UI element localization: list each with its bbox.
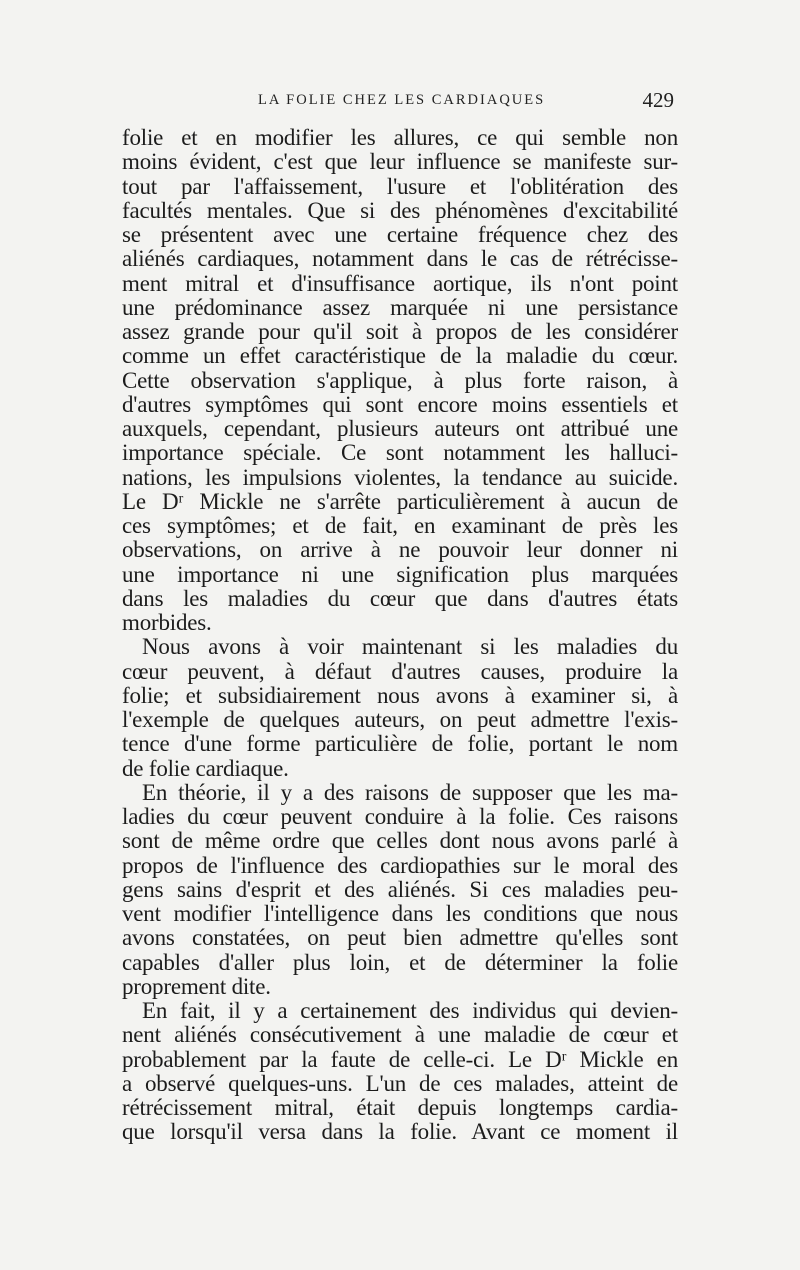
text-line: sont de même ordre que celles dont nous avons parlé à <box>122 828 678 854</box>
text-line: ladies du cœur peuvent conduire à la folie. Ces raisons <box>122 804 678 829</box>
text-line: comme un effet caractéristique de la maladie du cœur. <box>122 343 678 369</box>
text-line: d'autres symptômes qui sont encore moins essentiels et <box>122 391 678 417</box>
text-line: aliénés cardiaques, notamment dans le cas de rétrécisse- <box>122 246 678 272</box>
text-line: Nous avons à voir maintenant si les maladies du <box>142 634 678 660</box>
page-number: 429 <box>642 88 674 112</box>
text-line: se présentent avec une certaine fréquence chez des <box>122 222 678 247</box>
running-title: LA FOLIE CHEZ LES CARDIAQUES <box>258 92 546 108</box>
text-line: nations, les impulsions violentes, la tendance au suicide. <box>122 464 678 490</box>
text-line: avons constatées, on peut bien admettre qu'elles sont <box>122 925 678 951</box>
text-line: observations, on arrive à ne pouvoir leur donner ni <box>122 537 678 563</box>
text-line: folie; et subsidiairement nous avons à examiner si, à <box>122 682 678 708</box>
text-line: Le Dʳ Mickle ne s'arrête particulièrement à aucun de <box>122 488 678 514</box>
body-text <box>122 126 678 1145</box>
text-line: En théorie, il y a des raisons de supposer que les ma- <box>142 779 678 805</box>
text-line: l'exemple de quelques auteurs, on peut admettre l'exis- <box>122 707 678 732</box>
text-line: une importance ni une signification plus marquées <box>122 561 678 587</box>
text-line: dans les maladies du cœur que dans d'autres états <box>122 585 678 611</box>
text-line: ment mitral et d'insuffisance aortique, ils n'ont point <box>122 270 678 296</box>
text-line: de folie cardiaque. <box>122 755 289 781</box>
text-line: auxquels, cependant, plusieurs auteurs ont attribué une <box>122 416 678 441</box>
text-line: rétrécissement mitral, était depuis longtemps cardia- <box>122 1095 678 1120</box>
text-line: tout par l'affaissement, l'usure et l'oblitération des <box>122 173 678 199</box>
text-line: nent aliénés consécutivement à une maladie de cœur et <box>122 1022 678 1048</box>
text-line: vent modifier l'intelligence dans les conditions que nous <box>122 901 678 926</box>
text-line: En fait, il y a certainement des individus qui devien- <box>142 998 678 1023</box>
text-line: une prédominance assez marquée ni une persistance <box>122 294 678 320</box>
text-line: tence d'une forme particulière de folie, portant le nom <box>122 731 678 757</box>
text-line: facultés mentales. Que si des phénomènes d'excitabilité <box>122 197 678 223</box>
text-line: folie et en modifier les allures, ce qui semble non <box>122 125 678 150</box>
text-line: ces symptômes; et de fait, en examinant de près les <box>122 513 678 538</box>
text-line: que lorsqu'il versa dans la folie. Avant ce moment il <box>122 1119 678 1145</box>
text-line: moins évident, c'est que leur influence se manifeste sur- <box>122 149 678 175</box>
text-line: probablement par la faute de celle-ci. Le Dʳ Mickle en <box>122 1046 678 1072</box>
page-header <box>122 88 680 118</box>
text-line: morbides. <box>122 610 212 635</box>
text-line: assez grande pour qu'il soit à propos de les considérer <box>122 319 678 344</box>
text-line: capables d'aller plus loin, et de déterminer la folie <box>122 949 678 975</box>
text-line: a observé quelques-uns. L'un de ces malades, atteint de <box>122 1070 678 1096</box>
text-line: propos de l'influence des cardiopathies sur le moral des <box>122 852 678 878</box>
text-line: Cette observation s'applique, à plus forte raison, à <box>122 367 678 393</box>
text-line: gens sains d'esprit et des aliénés. Si ces maladies peu- <box>122 876 678 902</box>
text-line: cœur peuvent, à défaut d'autres causes, produire la <box>122 658 678 684</box>
text-line: proprement dite. <box>122 973 271 999</box>
text-line: importance spéciale. Ce sont notamment les halluci- <box>122 440 678 466</box>
